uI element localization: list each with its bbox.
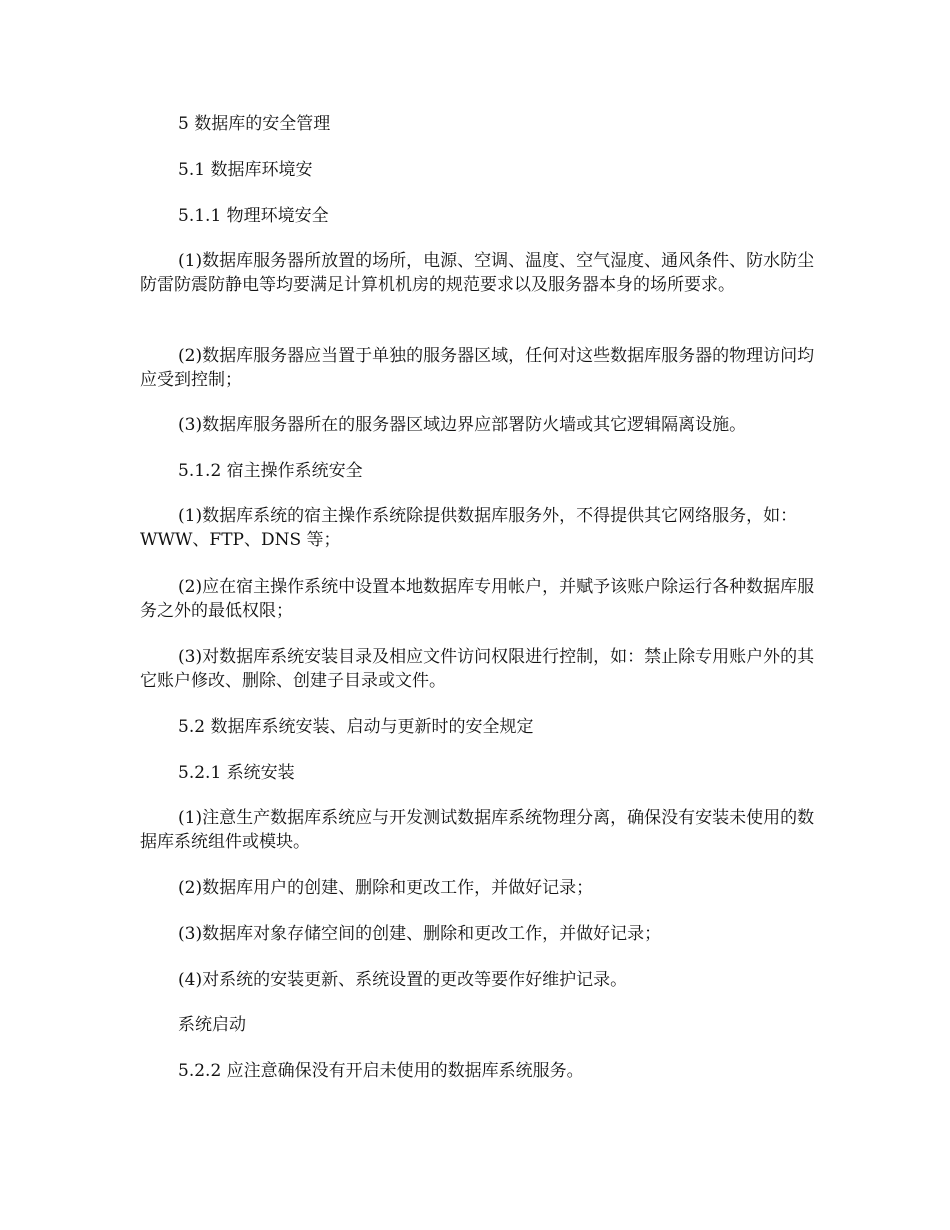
heading-system-start: 系统启动 — [178, 1015, 246, 1035]
heading-5-2-1: 5.2.1 系统安装 — [178, 763, 295, 783]
paragraph-physical-1: (1)数据库服务器所放置的场所，电源、空调、温度、空气湿度、通风条件、防水防尘防雷防震防静电等均要满足计算机机房的规范要求以及服务器本身的场所要求。 — [140, 251, 815, 295]
heading-5-1: 5.1 数据库环境安 — [178, 160, 313, 180]
paragraph-physical-2: (2)数据库服务器应当置于单独的服务器区域，任何对这些数据库服务器的物理访问均应受到控制； — [140, 346, 815, 390]
paragraph-physical-3: (3)数据库服务器所在的服务器区域边界应部署防火墙或其它逻辑隔离设施。 — [178, 415, 747, 435]
paragraph-install-2: (2)数据库用户的创建、删除和更改工作，并做好记录； — [178, 878, 594, 898]
heading-5: 5 数据库的安全管理 — [178, 114, 331, 134]
heading-5-1-1: 5.1.1 物理环境安全 — [178, 206, 329, 226]
paragraph-5-2-2: 5.2.2 应注意确保没有开启未使用的数据库系统服务。 — [178, 1061, 584, 1081]
heading-5-1-2: 5.1.2 宿主操作系统安全 — [178, 461, 363, 481]
heading-5-2: 5.2 数据库系统安装、启动与更新时的安全规定 — [178, 717, 534, 737]
paragraph-host-1: (1)数据库系统的宿主操作系统除提供数据库服务外，不得提供其它网络服务，如：WWW、FTP、DNS 等； — [140, 506, 798, 550]
paragraph-install-4: (4)对系统的安装更新、系统设置的更改等要作好维护记录。 — [178, 970, 628, 990]
paragraph-install-1: (1)注意生产数据库系统应与开发测试数据库系统物理分离，确保没有安装未使用的数据库系统组件或模块。 — [140, 808, 815, 852]
paragraph-host-2: (2)应在宿主操作系统中设置本地数据库专用帐户，并赋予该账户除运行各种数据库服务之外的最低权限； — [140, 577, 815, 621]
paragraph-host-3: (3)对数据库系统安装目录及相应文件访问权限进行控制，如：禁止除专用账户外的其它账户修改、删除、创建子目录或文件。 — [140, 647, 815, 691]
paragraph-install-3: (3)数据库对象存储空间的创建、删除和更改工作，并做好记录； — [178, 924, 662, 944]
